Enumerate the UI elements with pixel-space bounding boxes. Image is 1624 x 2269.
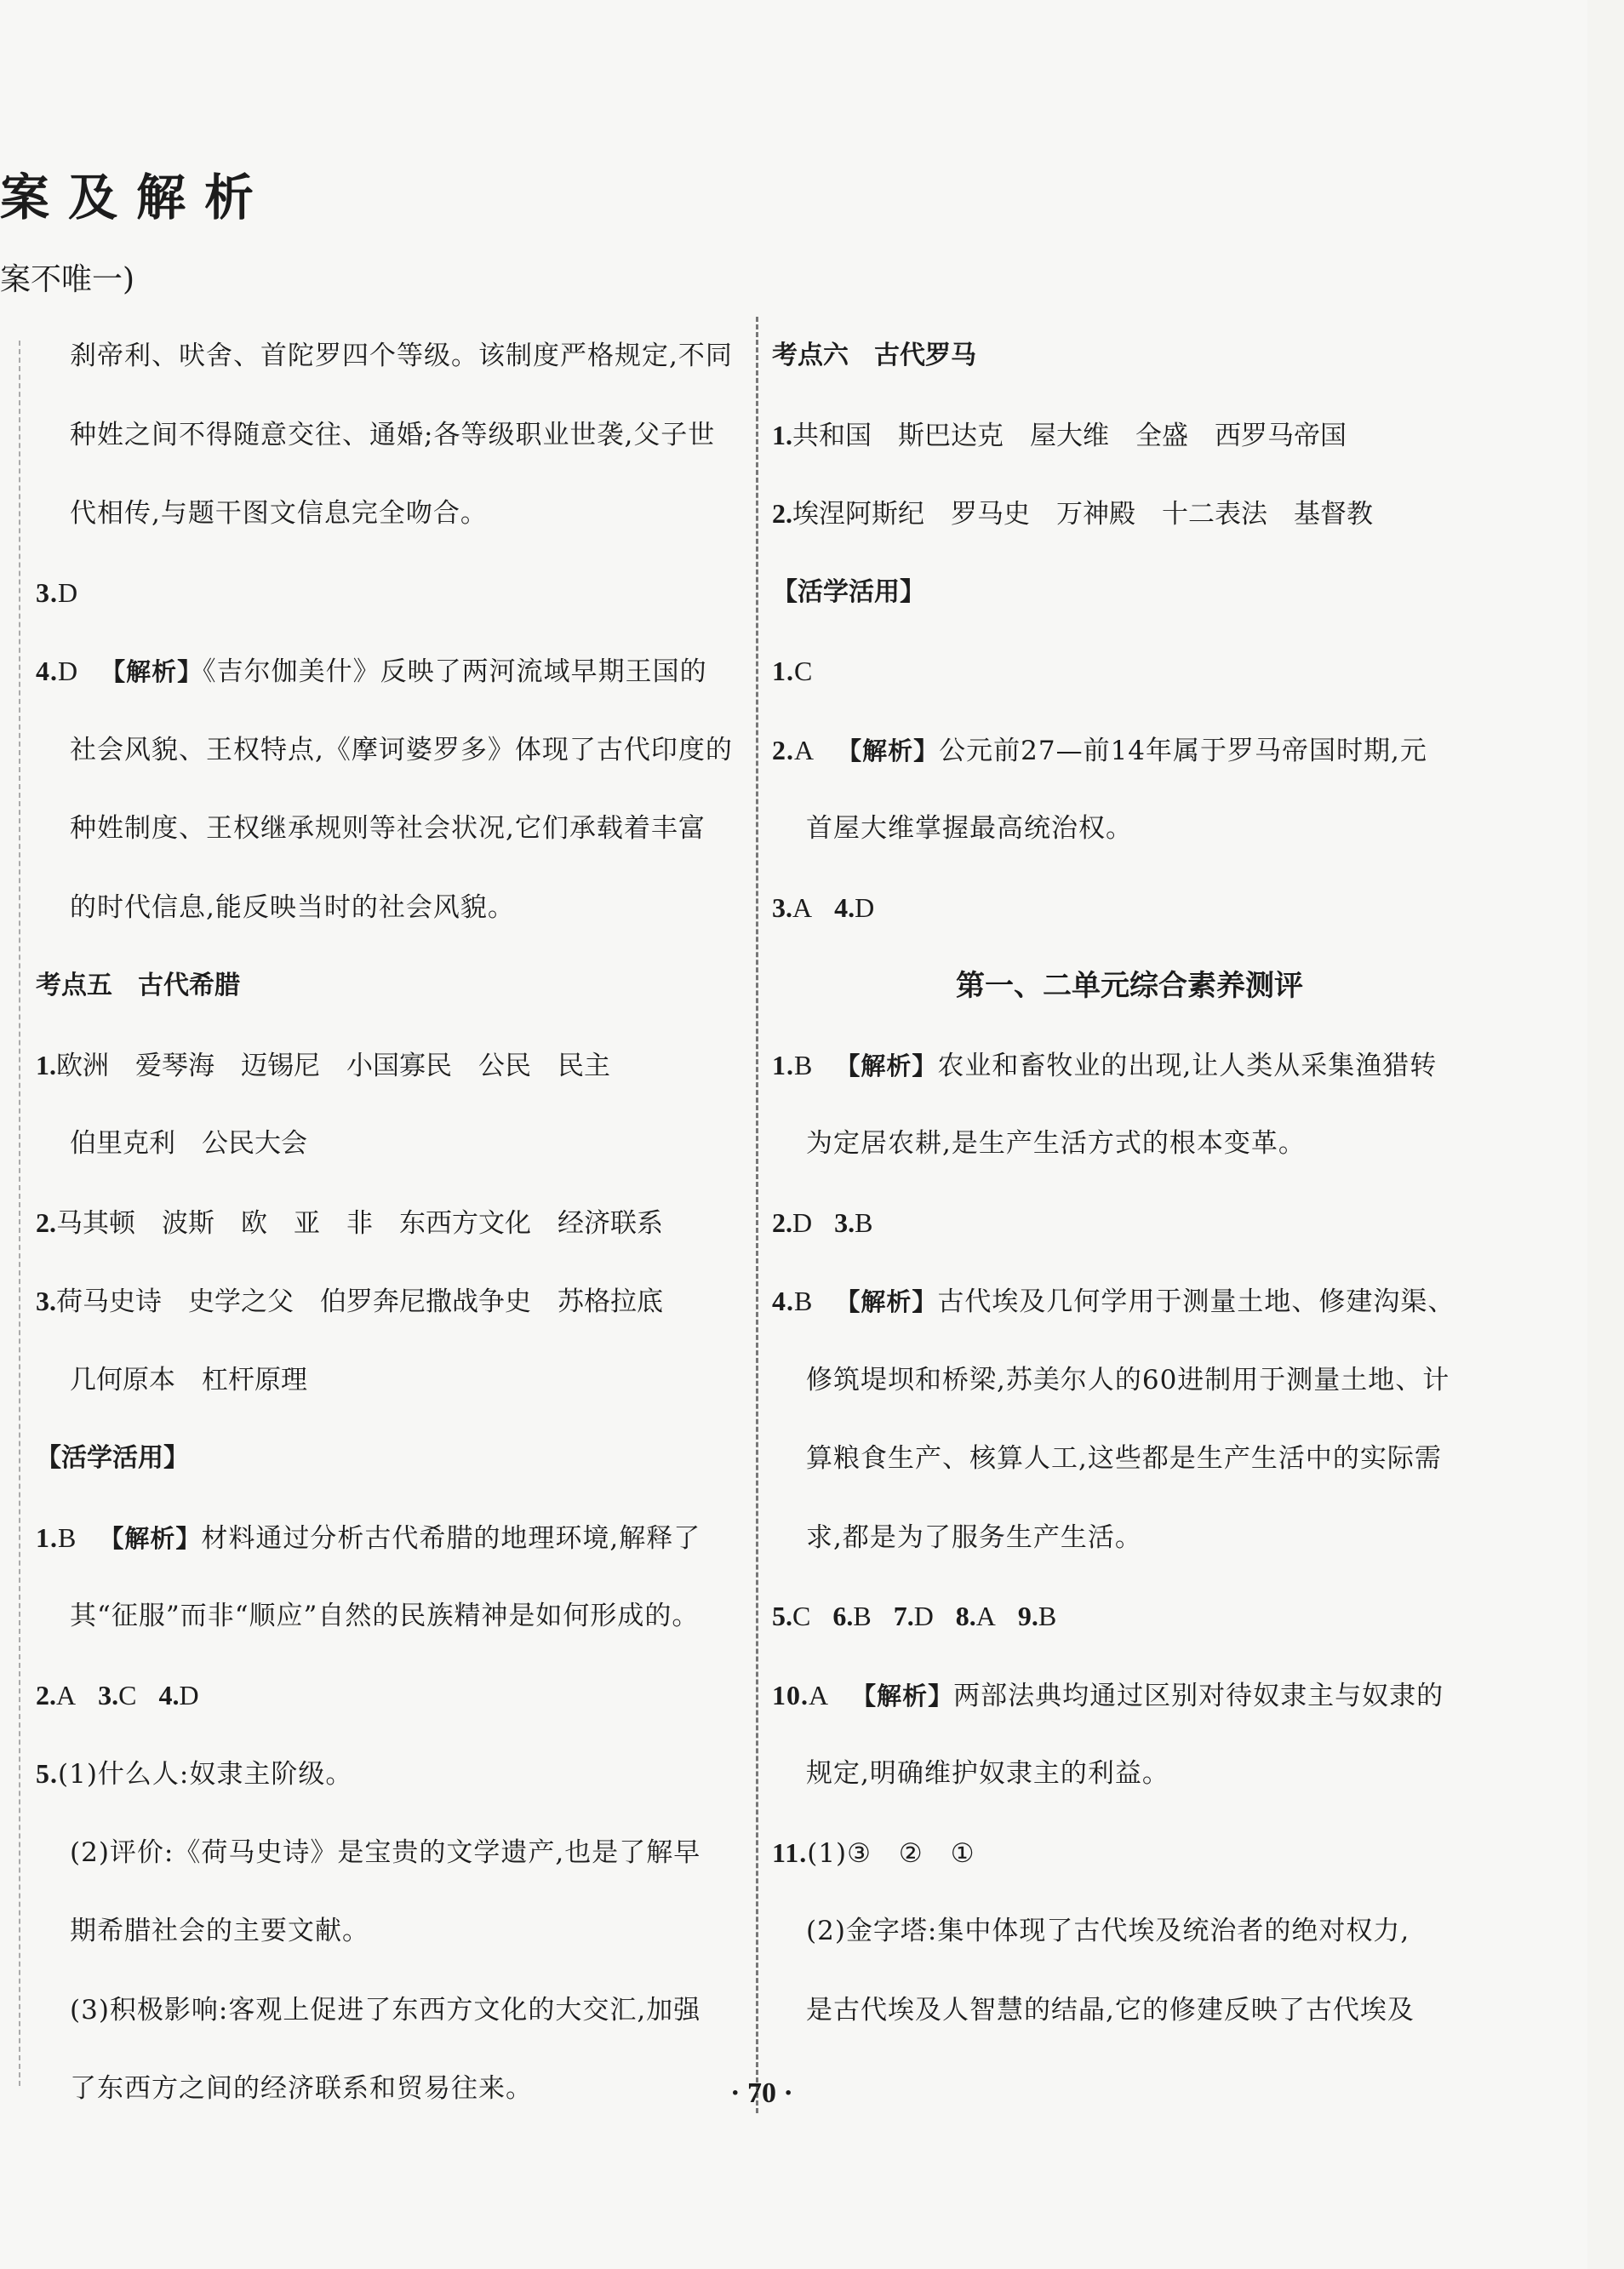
question-number: 10 [772,1679,801,1710]
answer-letter: A [792,891,813,923]
term-list: 荷马史诗 史学之父 伯罗奔尼撒战争史 苏格拉底 [56,1286,663,1317]
number-dot: . [848,891,855,923]
question-number: 4 [834,891,849,923]
page-number: · 70 · [730,2077,793,2109]
text-line: 是古代埃及人智慧的结晶,它的修建反映了古代埃及 [806,1994,1415,2025]
number-dot: . [786,498,792,529]
question-number: 9 [1017,1601,1032,1631]
column-divider [756,317,758,2113]
number-dot: . [49,1206,56,1238]
number-dot: . [786,1601,792,1631]
analysis-tag: 【解析】 [851,1681,954,1710]
analysis-tag: 【解析】 [100,657,203,686]
answer-item [772,1262,1487,1341]
answer-item [36,1734,742,1813]
answer-letter: A [56,1679,77,1710]
text-line: 刹帝利、吠舍、首陀罗四个等级。该制度严格规定,不同 [70,341,733,371]
question-number: 1 [772,656,786,686]
answer-letter: B [853,1601,872,1631]
number-dot: . [49,1679,56,1710]
answer-item [772,1813,1487,1893]
text-line: 了东西方之间的经济联系和贸易往来。 [70,2073,533,2104]
answer-item [772,632,1487,711]
text-line: 种姓之间不得随意交往、通婚;各等级职业世袭,父子世 [70,419,716,450]
text-line: 代相传,与题干图文信息完全吻合。 [70,498,488,529]
text-line: 其“征服”而非“顺应”自然的民族精神是如何形成的。 [70,1601,700,1631]
answer-item [772,1026,1487,1105]
analysis-tag: 【解析】 [99,1523,202,1553]
left-column [36,317,742,2129]
number-dot: . [786,656,794,686]
term-list-line [772,474,1487,553]
answer-group [772,1183,1487,1263]
answer-letter: D [58,576,79,608]
item-text: 古代埃及几何学用于测量土地、修建沟渠、 [937,1286,1455,1317]
text-line: 期希腊社会的主要文献。 [70,1916,369,1946]
item-text: 公元前27—前14年属于罗马帝国时期,元 [939,735,1427,766]
term-list-line [36,1104,742,1183]
term-list: 埃涅阿斯纪 罗马史 万神殿 十二表法 基督教 [792,499,1373,530]
answer-letter: D [792,1206,813,1238]
answer-group [772,868,1487,948]
question-number: 4 [158,1679,173,1710]
section-heading: 【活学活用】 [772,576,925,607]
number-dot: . [1031,1601,1038,1631]
section-heading: 考点五 古代希腊 [36,971,240,1000]
text-line: 为定居农耕,是生产生活方式的根本变革。 [806,1128,1306,1159]
question-number: 3 [772,891,786,923]
term-list: 几何原本 杠杆原理 [70,1364,307,1395]
question-number: 3 [834,1206,849,1238]
item-text: 材料通过分析古代希腊的地理环境,解释了 [201,1522,701,1554]
text-line: 求,都是为了服务生产生活。 [806,1521,1142,1553]
number-dot: . [50,656,58,686]
answer-item [772,1656,1487,1735]
term-list-line [36,1341,742,1420]
question-number: 2 [772,1206,786,1238]
question-number: 6 [832,1601,847,1631]
answer-letter: A [794,734,815,765]
analysis-tag: 【解析】 [835,1287,938,1316]
item-text: (1)③ ② ① [807,1837,975,1869]
number-dot: . [801,1679,809,1710]
answer-letter: D [855,891,875,923]
number-dot: . [969,1601,976,1631]
section-heading: 【活学活用】 [36,1443,189,1473]
answer-group [36,1656,742,1735]
question-number: 11 [772,1836,800,1868]
number-dot: . [50,576,58,608]
item-text: 两部法典均通过区别对待奴隶主与奴隶的 [953,1680,1444,1711]
term-list: 伯里克利 公民大会 [70,1128,307,1159]
question-number: 2 [36,1206,49,1238]
answer-letter: B [794,1286,814,1316]
answer-letter: B [794,1049,814,1080]
answer-letter: C [792,1601,811,1631]
item-text: 农业和畜牧业的出现,让人类从采集渔猎转 [937,1050,1438,1081]
text-line: 种姓制度、王权继承规则等社会状况,它们承载着丰富 [70,813,706,844]
text-line: 修筑堤坝和桥梁,苏美尔人的60进制用于测量土地、计 [806,1364,1450,1395]
text-line: (2)评价:《荷马史诗》是宝贵的文学遗产,也是了解早 [70,1836,701,1868]
answer-item [772,711,1487,790]
number-dot: . [786,1049,794,1080]
question-number: 1 [36,1521,50,1553]
answer-letter: A [809,1679,830,1710]
term-list-line [36,1026,742,1105]
answer-letter: C [794,656,814,686]
number-dot: . [799,1836,808,1868]
question-number: 5 [36,1758,50,1789]
answer-item [36,632,742,711]
number-dot: . [786,734,794,765]
number-dot: . [846,1601,854,1631]
analysis-tag: 【解析】 [835,1051,938,1080]
question-number: 3 [36,576,50,608]
answer-letter: A [975,1601,996,1631]
right-column [772,317,1487,2049]
answer-item [36,553,742,633]
text-line: (3)积极影响:客观上促进了东西方文化的大交汇,加强 [70,1994,701,2025]
question-number: 1 [772,419,786,450]
number-dot: . [906,1601,914,1631]
answer-letter: B [855,1206,873,1238]
question-number: 5 [772,1601,786,1631]
question-number: 8 [955,1601,969,1631]
answer-letter: B [58,1521,77,1553]
text-line: 算粮食生产、核算人工,这些都是生产生活中的实际需 [806,1443,1442,1474]
question-number: 3 [36,1286,49,1316]
term-list-line [36,1183,742,1263]
question-number: 7 [893,1601,907,1631]
number-dot: . [49,1049,56,1080]
item-text: 《吉尔伽美什》反映了两河流域早期王国的 [203,656,707,687]
term-list: 马其顿 波斯 欧 亚 非 东西方文化 经济联系 [56,1207,663,1239]
question-number: 2 [772,498,786,529]
number-dot: . [50,1521,58,1553]
number-dot: . [50,1758,58,1789]
text-line: 社会风貌、王权特点,《摩诃婆罗多》体现了古代印度的 [70,734,733,765]
number-dot: . [49,1286,56,1316]
answer-letter: D [913,1601,934,1631]
term-list: 共和国 斯巴达克 屋大维 全盛 西罗马帝国 [792,420,1347,451]
analysis-tag: 【解析】 [837,736,940,765]
question-number: 2 [36,1679,49,1710]
number-dot: . [112,1679,119,1710]
number-dot: . [786,1206,792,1238]
binding-edge-line [19,341,20,2086]
question-number: 4 [772,1286,786,1316]
answer-letter: D [179,1679,199,1710]
text-line: 首屋大维掌握最高统治权。 [806,813,1133,844]
answer-group [772,1577,1487,1656]
text-line: 的时代信息,能反映当时的社会风貌。 [70,891,515,923]
question-number: 1 [772,1049,786,1080]
text-line: 规定,明确维护奴隶主的利益。 [806,1758,1169,1789]
number-dot: . [786,1286,794,1316]
question-number: 1 [36,1049,49,1080]
answer-item [36,1498,742,1578]
question-number: 3 [98,1679,112,1710]
number-dot: . [786,419,792,450]
answer-letter: B [1038,1601,1057,1631]
section-heading: 考点六 古代罗马 [772,341,976,370]
page-subtitle: 案不唯一) [0,262,135,297]
text-line: (2)金字塔:集中体现了古代埃及统治者的绝对权力, [806,1916,1410,1946]
answer-letter: C [118,1679,137,1710]
answer-letter: D [58,656,79,686]
term-list: 欧洲 爱琴海 迈锡尼 小国寡民 公民 民主 [56,1050,610,1081]
term-list-line [36,1262,742,1341]
term-list-line [772,396,1487,475]
number-dot: . [786,891,792,923]
question-number: 2 [772,734,786,765]
item-text: (1)什么人:奴隶主阶级。 [58,1759,353,1790]
number-dot: . [848,1206,855,1238]
number-dot: . [172,1679,180,1710]
page-title: 案及解析 [0,169,273,226]
unit-test-heading: 第一、二单元综合素养测评 [956,969,1303,1003]
question-number: 4 [36,656,50,686]
